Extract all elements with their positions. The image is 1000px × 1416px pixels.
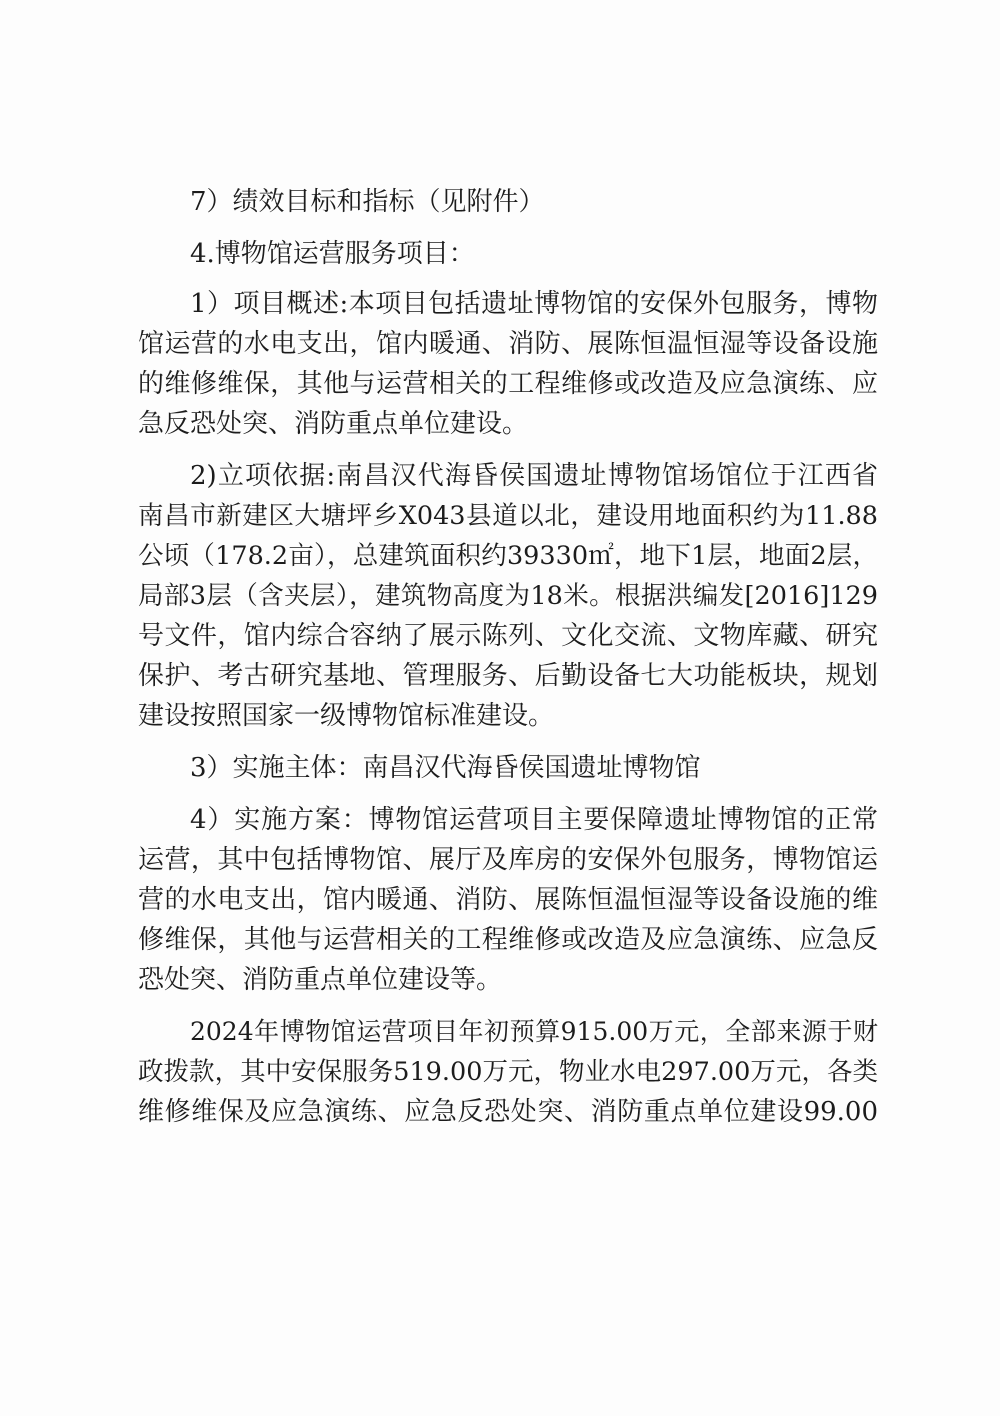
paragraph-line: 修维保，其他与运营相关的工程维修或改造及应急演练、应急反 xyxy=(138,925,878,955)
paragraph-line: 运营，其中包括博物馆、展厅及库房的安保外包服务，博物馆运 xyxy=(138,845,878,875)
paragraph-line: 维修维保及应急演练、应急反恐处突、消防重点单位建设99.00 xyxy=(138,1097,878,1127)
paragraph-line: 营的水电支出，馆内暖通、消防、展陈恒温恒湿等设备设施的维 xyxy=(138,885,878,915)
paragraph-implementation-plan xyxy=(138,800,878,1000)
paragraph-line: 2)立项依据:南昌汉代海昏侯国遗址博物馆场馆位于江西省 xyxy=(190,461,878,491)
paragraph-line: 保护、考古研究基地、管理服务、后勤设备七大功能板块，规划 xyxy=(138,661,878,691)
paragraph-line: 7）绩效目标和指标（见附件） xyxy=(190,187,545,217)
paragraph-line: 建设按照国家一级博物馆标准建设。 xyxy=(138,701,555,731)
paragraph-line: 急反恐处突、消防重点单位建设。 xyxy=(138,409,529,439)
paragraph-line: 馆运营的水电支出，馆内暖通、消防、展陈恒温恒湿等设备设施 xyxy=(138,329,878,359)
paragraph-line: 2024年博物馆运营项目年初预算915.00万元，全部来源于财 xyxy=(190,1017,878,1046)
paragraph-line: 局部3层（含夹层），建筑物高度为18米。根据洪编发[2016]129 xyxy=(138,581,878,611)
paragraph-project-basis xyxy=(138,456,878,736)
paragraph-line: 的维修维保，其他与运营相关的工程维修或改造及应急演练、应 xyxy=(138,369,878,399)
paragraph-line: 1）项目概述:本项目包括遗址博物馆的安保外包服务，博物 xyxy=(190,289,878,319)
paragraph-implementing-body: 3）实施主体：南昌汉代海昏侯国遗址博物馆 xyxy=(190,753,701,783)
paragraph-line: 公顷（178.2亩），总建筑面积约39330㎡，地下1层，地面2层， xyxy=(138,541,878,571)
section-heading: 4.博物馆运营服务项目： xyxy=(190,239,475,269)
paragraph-line: 南昌市新建区大塘坪乡X043县道以北，建设用地面积约为11.88 xyxy=(138,501,878,531)
paragraph-project-overview xyxy=(138,284,878,444)
paragraph-line: 政拨款，其中安保服务519.00万元，物业水电297.00万元，各类 xyxy=(138,1057,878,1087)
paragraph-line: 4）实施方案：博物馆运营项目主要保障遗址博物馆的正常 xyxy=(190,805,878,835)
paragraph-budget xyxy=(138,1012,878,1132)
paragraph-line: 号文件，馆内综合容纳了展示陈列、文化交流、文物库藏、研究 xyxy=(138,621,878,651)
paragraph-line: 恐处突、消防重点单位建设等。 xyxy=(138,965,503,995)
document-body xyxy=(138,182,878,1132)
